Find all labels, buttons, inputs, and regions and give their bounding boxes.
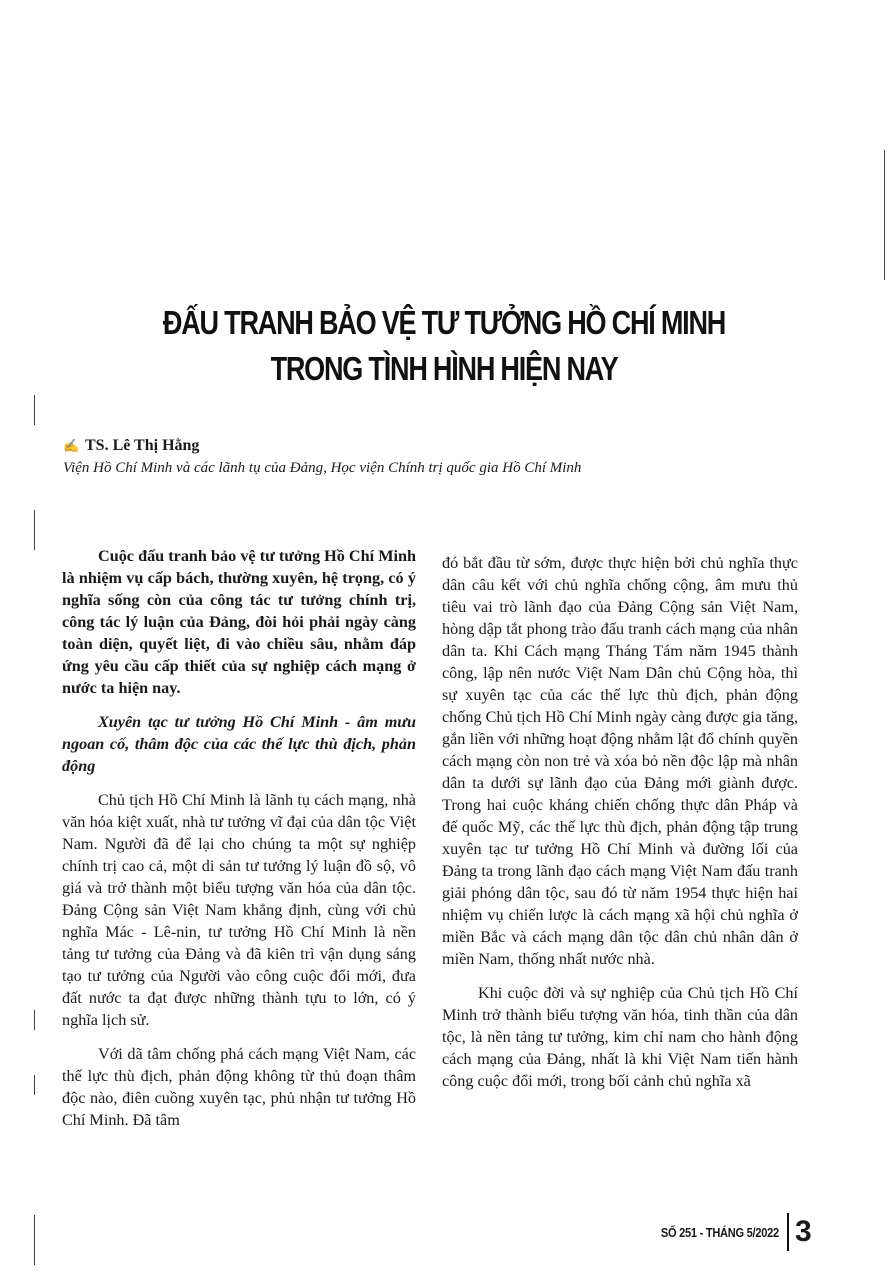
section-heading: Xuyên tạc tư tưởng Hồ Chí Minh - âm mưu ngoan cố, thâm độc của các thế lực thù địch, phản động xyxy=(62,713,416,775)
author-affiliation: Viện Hồ Chí Minh và các lãnh tụ của Đảng, Học viện Chính trị quốc gia Hồ Chí Minh xyxy=(63,460,582,476)
body-paragraph: Với dã tâm chống phá cách mạng Việt Nam, các thế lực thù địch, phản động không từ thủ đoạn thâm độc nào, điên cuồng xuyên tạc, phủ nhận tư tưởng Hồ Chí Minh. Đã tâm xyxy=(62,1045,416,1129)
page-footer xyxy=(640,1213,812,1251)
scan-mark xyxy=(34,395,35,425)
author-line xyxy=(63,437,199,455)
body-paragraph: Khi cuộc đời và sự nghiệp của Chủ tịch Hồ Chí Minh trở thành biểu tượng văn hóa, tinh thần của dân tộc, là nền tảng tư tưởng, kim chỉ nam cho hành động cách mạng của Đảng, nhất là khi Việt Nam tiến hành công cuộc đổi mới, trong bối cảnh chủ nghĩa xã xyxy=(442,984,798,1090)
scan-mark xyxy=(34,1010,35,1030)
body-paragraph: Chủ tịch Hồ Chí Minh là lãnh tụ cách mạng, nhà văn hóa kiệt xuất, nhà tư tưởng vĩ đại của dân tộc Việt Nam. Người đã để lại cho chúng ta một sự nghiệp chính trị cao cả, một di sản tư tưởng lý luận đồ sộ, vô giá và trở thành một biểu tượng văn hóa của dân tộc. Đảng Cộng sản Việt Nam khẳng định, cùng với chủ nghĩa Mác - Lê-nin, tư tưởng Hồ Chí Minh là nền tảng tư tưởng của Đảng và đã kiên trì vận dụng sáng tạo tư tưởng của Người vào công cuộc đổi mới, đưa đất nước ta đạt được những thành tựu to lớn, có ý nghĩa lịch sử. xyxy=(62,791,416,1029)
scan-mark xyxy=(34,510,35,550)
right-column xyxy=(442,552,798,1104)
title-line-2: TRONG TÌNH HÌNH HIỆN NAY xyxy=(270,350,618,387)
left-column xyxy=(62,545,416,1143)
scan-mark xyxy=(34,1075,35,1095)
issue-label: SỐ 251 - THÁNG 5/2022 xyxy=(660,1224,779,1240)
pen-icon: ✍ xyxy=(63,438,80,453)
lead-paragraph: Cuộc đấu tranh bảo vệ tư tưởng Hồ Chí Minh là nhiệm vụ cấp bách, thường xuyên, hệ trọng, có ý nghĩa sống còn của công tác tư tưởng chính trị, công tác lý luận của Đảng, đòi hỏi phải ngày càng toàn diện, quyết liệt, đi vào chiều sâu, nhằm đáp ứng yêu cầu cấp thiết của sự nghiệp cách mạng ở nước ta hiện nay. xyxy=(62,547,416,697)
footer-divider xyxy=(787,1213,789,1251)
title-line-1: ĐẤU TRANH BẢO VỆ TƯ TƯỞNG HỒ CHÍ MINH xyxy=(162,304,726,341)
article-title xyxy=(80,300,808,392)
body-paragraph: đó bắt đầu từ sớm, được thực hiện bởi chủ nghĩa thực dân câu kết với chủ nghĩa chống cộng, âm mưu thủ tiêu vai trò lãnh đạo của Đảng Cộng sản Việt Nam, hòng dập tắt phong trào đấu tranh cách mạng của nhân dân ta. Khi Cách mạng Tháng Tám năm 1945 thành công, lập nên nước Việt Nam Dân chủ Cộng hòa, thì sự xuyên tạc của các thế lực thù địch, phản động chống Chủ tịch Hồ Chí Minh ngày càng được gia tăng, gắn liền với những hoạt động nhằm lật đổ chính quyền cách mạng còn non trẻ và xóa bỏ nền độc lập mà nhân dân ta dưới sự lãnh đạo của Đảng mới giành được. Trong hai cuộc kháng chiến chống thực dân Pháp và đế quốc Mỹ, các thế lực thù địch, phản động tập trung xuyên tạc tư tưởng Hồ Chí Minh và đường lối của Đảng ta trong lãnh đạo cách mạng Việt Nam đấu tranh giải phóng dân tộc, sau đó từ năm 1954 thực hiện hai nhiệm vụ chiến lược là cách mạng xã hội chủ nghĩa ở miền Bắc và cách mạng dân tộc dân chủ nhân dân ở miền Nam, thống nhất nước nhà. xyxy=(442,554,798,968)
scan-mark xyxy=(34,1215,35,1265)
author-name: TS. Lê Thị Hằng xyxy=(85,437,200,454)
scan-mark xyxy=(884,150,885,280)
page-number: 3 xyxy=(794,1215,812,1248)
